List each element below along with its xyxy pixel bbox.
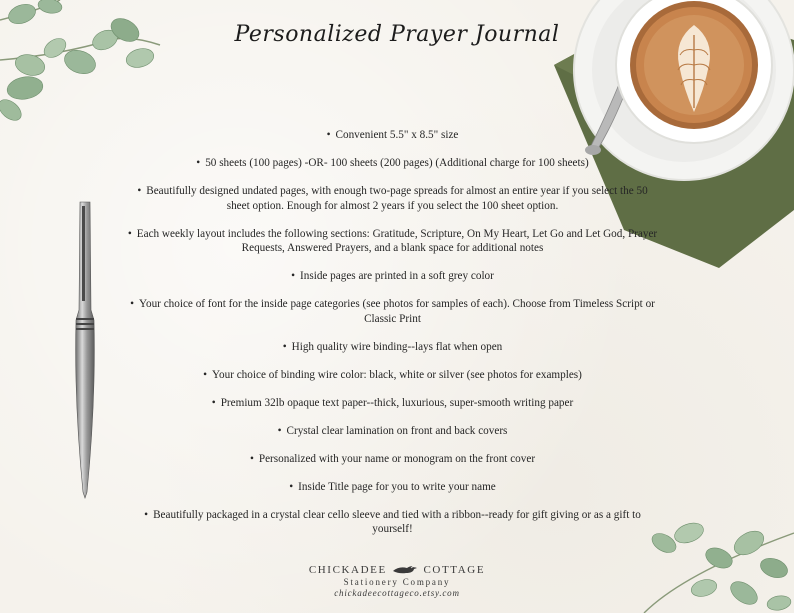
- page-title: Personalized Prayer Journal: [234, 22, 560, 47]
- bullet-icon: •: [291, 270, 296, 282]
- feature-text: 50 sheets (100 pages) -OR- 100 sheets (200 pages) (Additional charge for 100 sheets): [205, 157, 589, 169]
- feature-text: Inside pages are printed in a soft grey color: [300, 270, 494, 282]
- chickadee-bird-icon: [391, 564, 419, 576]
- bullet-icon: •: [282, 340, 287, 353]
- brand-logo: [297, 564, 497, 598]
- feature-text: Beautifully packaged in a crystal clear cello sleeve and tied with a ribbon--ready for gift giving or as a gift to yourself!: [153, 508, 641, 535]
- feature-item: [125, 396, 660, 411]
- feature-item: [125, 368, 660, 383]
- bullet-icon: •: [249, 452, 254, 465]
- eucalyptus-leaves-top-left: [0, 0, 170, 130]
- feature-text: Crystal clear lamination on front and back covers: [286, 424, 508, 437]
- feature-text: Beautifully designed undated pages, with enough two-page spreads for almost an entire year if you select the 50 sheet option. Enough for almost 2 years if you select the 100 sheet option.: [146, 185, 648, 212]
- feature-item: [125, 227, 660, 256]
- feature-item: [125, 508, 660, 537]
- brand-name: [297, 564, 497, 576]
- feature-item: [125, 297, 660, 326]
- bullet-icon: •: [130, 298, 135, 310]
- feature-list: [125, 128, 660, 550]
- bullet-icon: •: [127, 227, 132, 240]
- silver-pen: [70, 200, 100, 500]
- feature-text: Inside Title page for you to write your name: [298, 480, 496, 493]
- bullet-icon: •: [211, 396, 216, 409]
- brand-url: chickadeecottageco.etsy.com: [334, 588, 460, 599]
- feature-text: High quality wire binding--lays flat when open: [291, 340, 503, 353]
- feature-item: [125, 184, 660, 213]
- feature-item: [125, 424, 660, 439]
- feature-item: [125, 340, 660, 355]
- feature-item: [125, 156, 660, 171]
- feature-text: Your choice of font for the inside page categories (see photos for samples of each). Choose from Timeless Script or Classic Print: [139, 298, 655, 325]
- feature-item: [125, 452, 660, 467]
- bullet-icon: •: [144, 508, 149, 521]
- brand-name-left: CHICKADEE: [308, 564, 387, 576]
- bullet-icon: •: [326, 129, 331, 141]
- bullet-icon: •: [203, 368, 208, 381]
- feature-text: Personalized with your name or monogram on the front cover: [258, 452, 536, 465]
- bullet-icon: •: [137, 185, 142, 197]
- feature-item: [125, 269, 660, 284]
- feature-text: Each weekly layout includes the following sections: Gratitude, Scripture, On My Heart, Let Go and Let God, Prayer Requests, Answered Prayers, and a blank space for additional notes: [136, 227, 658, 254]
- feature-item: [125, 480, 660, 495]
- brand-name-right: COTTAGE: [423, 564, 486, 576]
- bullet-icon: •: [289, 480, 294, 493]
- feature-text: Convenient 5.5" x 8.5" size: [335, 129, 459, 141]
- feature-text: Premium 32lb opaque text paper--thick, luxurious, super-smooth writing paper: [220, 396, 574, 409]
- bullet-icon: •: [277, 424, 282, 437]
- feature-item: [125, 128, 660, 143]
- brand-subtitle: Stationery Company: [343, 577, 451, 588]
- feature-text: Your choice of binding wire color: black, white or silver (see photos for examples): [212, 368, 582, 381]
- bullet-icon: •: [196, 157, 201, 169]
